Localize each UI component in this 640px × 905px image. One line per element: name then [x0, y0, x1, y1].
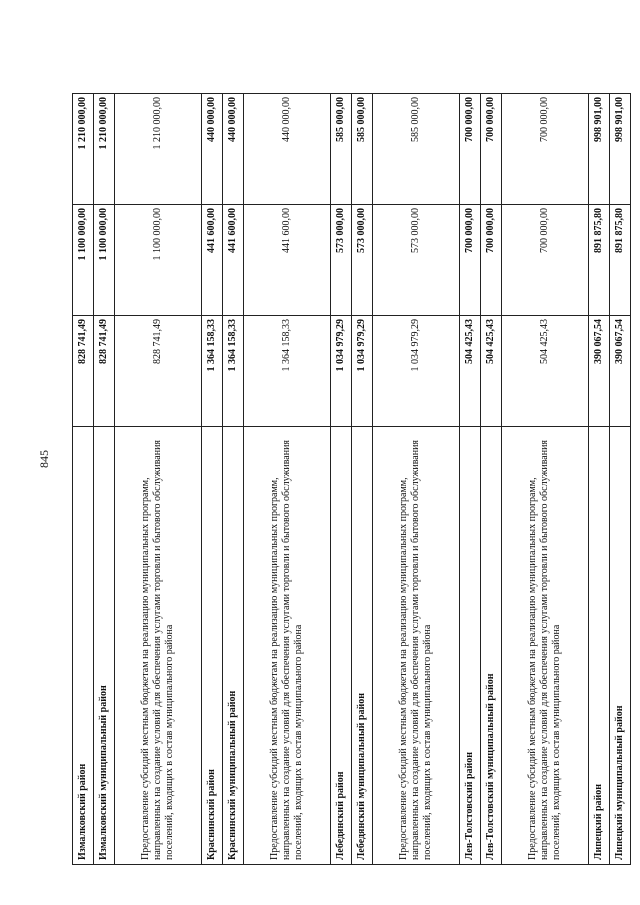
value-cell-1: 390 067,54 — [610, 316, 631, 427]
row-name-cell: Предоставление субсидий местным бюджетам на реализацию муниципальных программ, направленных на создание условий для обеспечения услугами торговли и бытового обслуживания поселений, входящих в состав муниципального района — [502, 427, 589, 865]
value-cell-3: 440 000,00 — [202, 94, 223, 205]
row-name-cell: Лебедянский муниципальный район — [352, 427, 373, 865]
value-cell-2: 700 000,00 — [481, 205, 502, 316]
table-row — [73, 94, 94, 865]
value-cell-3: 700 000,00 — [502, 94, 589, 205]
row-name-cell: Предоставление субсидий местным бюджетам на реализацию муниципальных программ, направленных на создание условий для обеспечения услугами торговли и бытового обслуживания поселений, входящих в состав муниципального района — [373, 427, 460, 865]
value-cell-3: 998 901,00 — [589, 94, 610, 205]
value-cell-1: 504 425,43 — [502, 316, 589, 427]
value-cell-3: 998 901,00 — [610, 94, 631, 205]
table-row — [373, 94, 460, 865]
row-name-cell: Лев-Толстовский район — [460, 427, 481, 865]
table-row — [502, 94, 589, 865]
value-cell-2: 891 875,80 — [610, 205, 631, 316]
value-cell-1: 828 741,49 — [73, 316, 94, 427]
table-row — [481, 94, 502, 865]
row-name-cell: Измалковский муниципальный район — [94, 427, 115, 865]
value-cell-2: 441 600,00 — [244, 205, 331, 316]
table-row — [610, 94, 631, 865]
value-cell-1: 504 425,43 — [481, 316, 502, 427]
value-cell-3: 585 000,00 — [373, 94, 460, 205]
value-cell-3: 440 000,00 — [244, 94, 331, 205]
value-cell-2: 700 000,00 — [460, 205, 481, 316]
value-cell-3: 700 000,00 — [460, 94, 481, 205]
table-row — [589, 94, 610, 865]
value-cell-1: 828 741,49 — [115, 316, 202, 427]
value-cell-2: 700 000,00 — [502, 205, 589, 316]
table-row — [94, 94, 115, 865]
value-cell-3: 1 210 000,00 — [115, 94, 202, 205]
budget-table — [72, 93, 631, 865]
value-cell-3: 1 210 000,00 — [94, 94, 115, 205]
table-row — [223, 94, 244, 865]
row-name-cell: Предоставление субсидий местным бюджетам на реализацию муниципальных программ, направленных на создание условий для обеспечения услугами торговли и бытового обслуживания поселений, входящих в состав муниципального района — [115, 427, 202, 865]
value-cell-2: 441 600,00 — [202, 205, 223, 316]
row-name-cell: Липецкий район — [589, 427, 610, 865]
value-cell-1: 1 034 979,29 — [331, 316, 352, 427]
value-cell-1: 1 364 158,33 — [244, 316, 331, 427]
table-row — [115, 94, 202, 865]
table-row — [331, 94, 352, 865]
value-cell-2: 1 100 000,00 — [73, 205, 94, 316]
row-name-cell: Краснинский муниципальный район — [223, 427, 244, 865]
table-row — [202, 94, 223, 865]
value-cell-3: 585 000,00 — [352, 94, 373, 205]
value-cell-2: 573 000,00 — [331, 205, 352, 316]
row-name-cell: Лев-Толстовский муниципальный район — [481, 427, 502, 865]
rotated-table-wrapper — [72, 93, 625, 865]
value-cell-2: 573 000,00 — [373, 205, 460, 316]
row-name-cell: Липецкий муниципальный район — [610, 427, 631, 865]
value-cell-2: 573 000,00 — [352, 205, 373, 316]
budget-table-body — [73, 94, 631, 865]
row-name-cell: Лебедянский район — [331, 427, 352, 865]
value-cell-2: 441 600,00 — [223, 205, 244, 316]
value-cell-1: 504 425,43 — [460, 316, 481, 427]
value-cell-3: 585 000,00 — [331, 94, 352, 205]
value-cell-3: 700 000,00 — [481, 94, 502, 205]
row-name-cell: Измалковский район — [73, 427, 94, 865]
value-cell-2: 1 100 000,00 — [115, 205, 202, 316]
value-cell-1: 1 364 158,33 — [202, 316, 223, 427]
value-cell-3: 1 210 000,00 — [73, 94, 94, 205]
value-cell-1: 390 067,54 — [589, 316, 610, 427]
row-name-cell: Предоставление субсидий местным бюджетам на реализацию муниципальных программ, направленных на создание условий для обеспечения услугами торговли и бытового обслуживания поселений, входящих в состав муниципального района — [244, 427, 331, 865]
table-row — [244, 94, 331, 865]
value-cell-2: 891 875,80 — [589, 205, 610, 316]
value-cell-2: 1 100 000,00 — [94, 205, 115, 316]
value-cell-1: 1 034 979,29 — [352, 316, 373, 427]
value-cell-1: 1 364 158,33 — [223, 316, 244, 427]
value-cell-3: 440 000,00 — [223, 94, 244, 205]
row-name-cell: Краснинский район — [202, 427, 223, 865]
page-number: 845 — [37, 450, 51, 468]
value-cell-1: 828 741,49 — [94, 316, 115, 427]
table-row — [352, 94, 373, 865]
table-row — [460, 94, 481, 865]
value-cell-1: 1 034 979,29 — [373, 316, 460, 427]
